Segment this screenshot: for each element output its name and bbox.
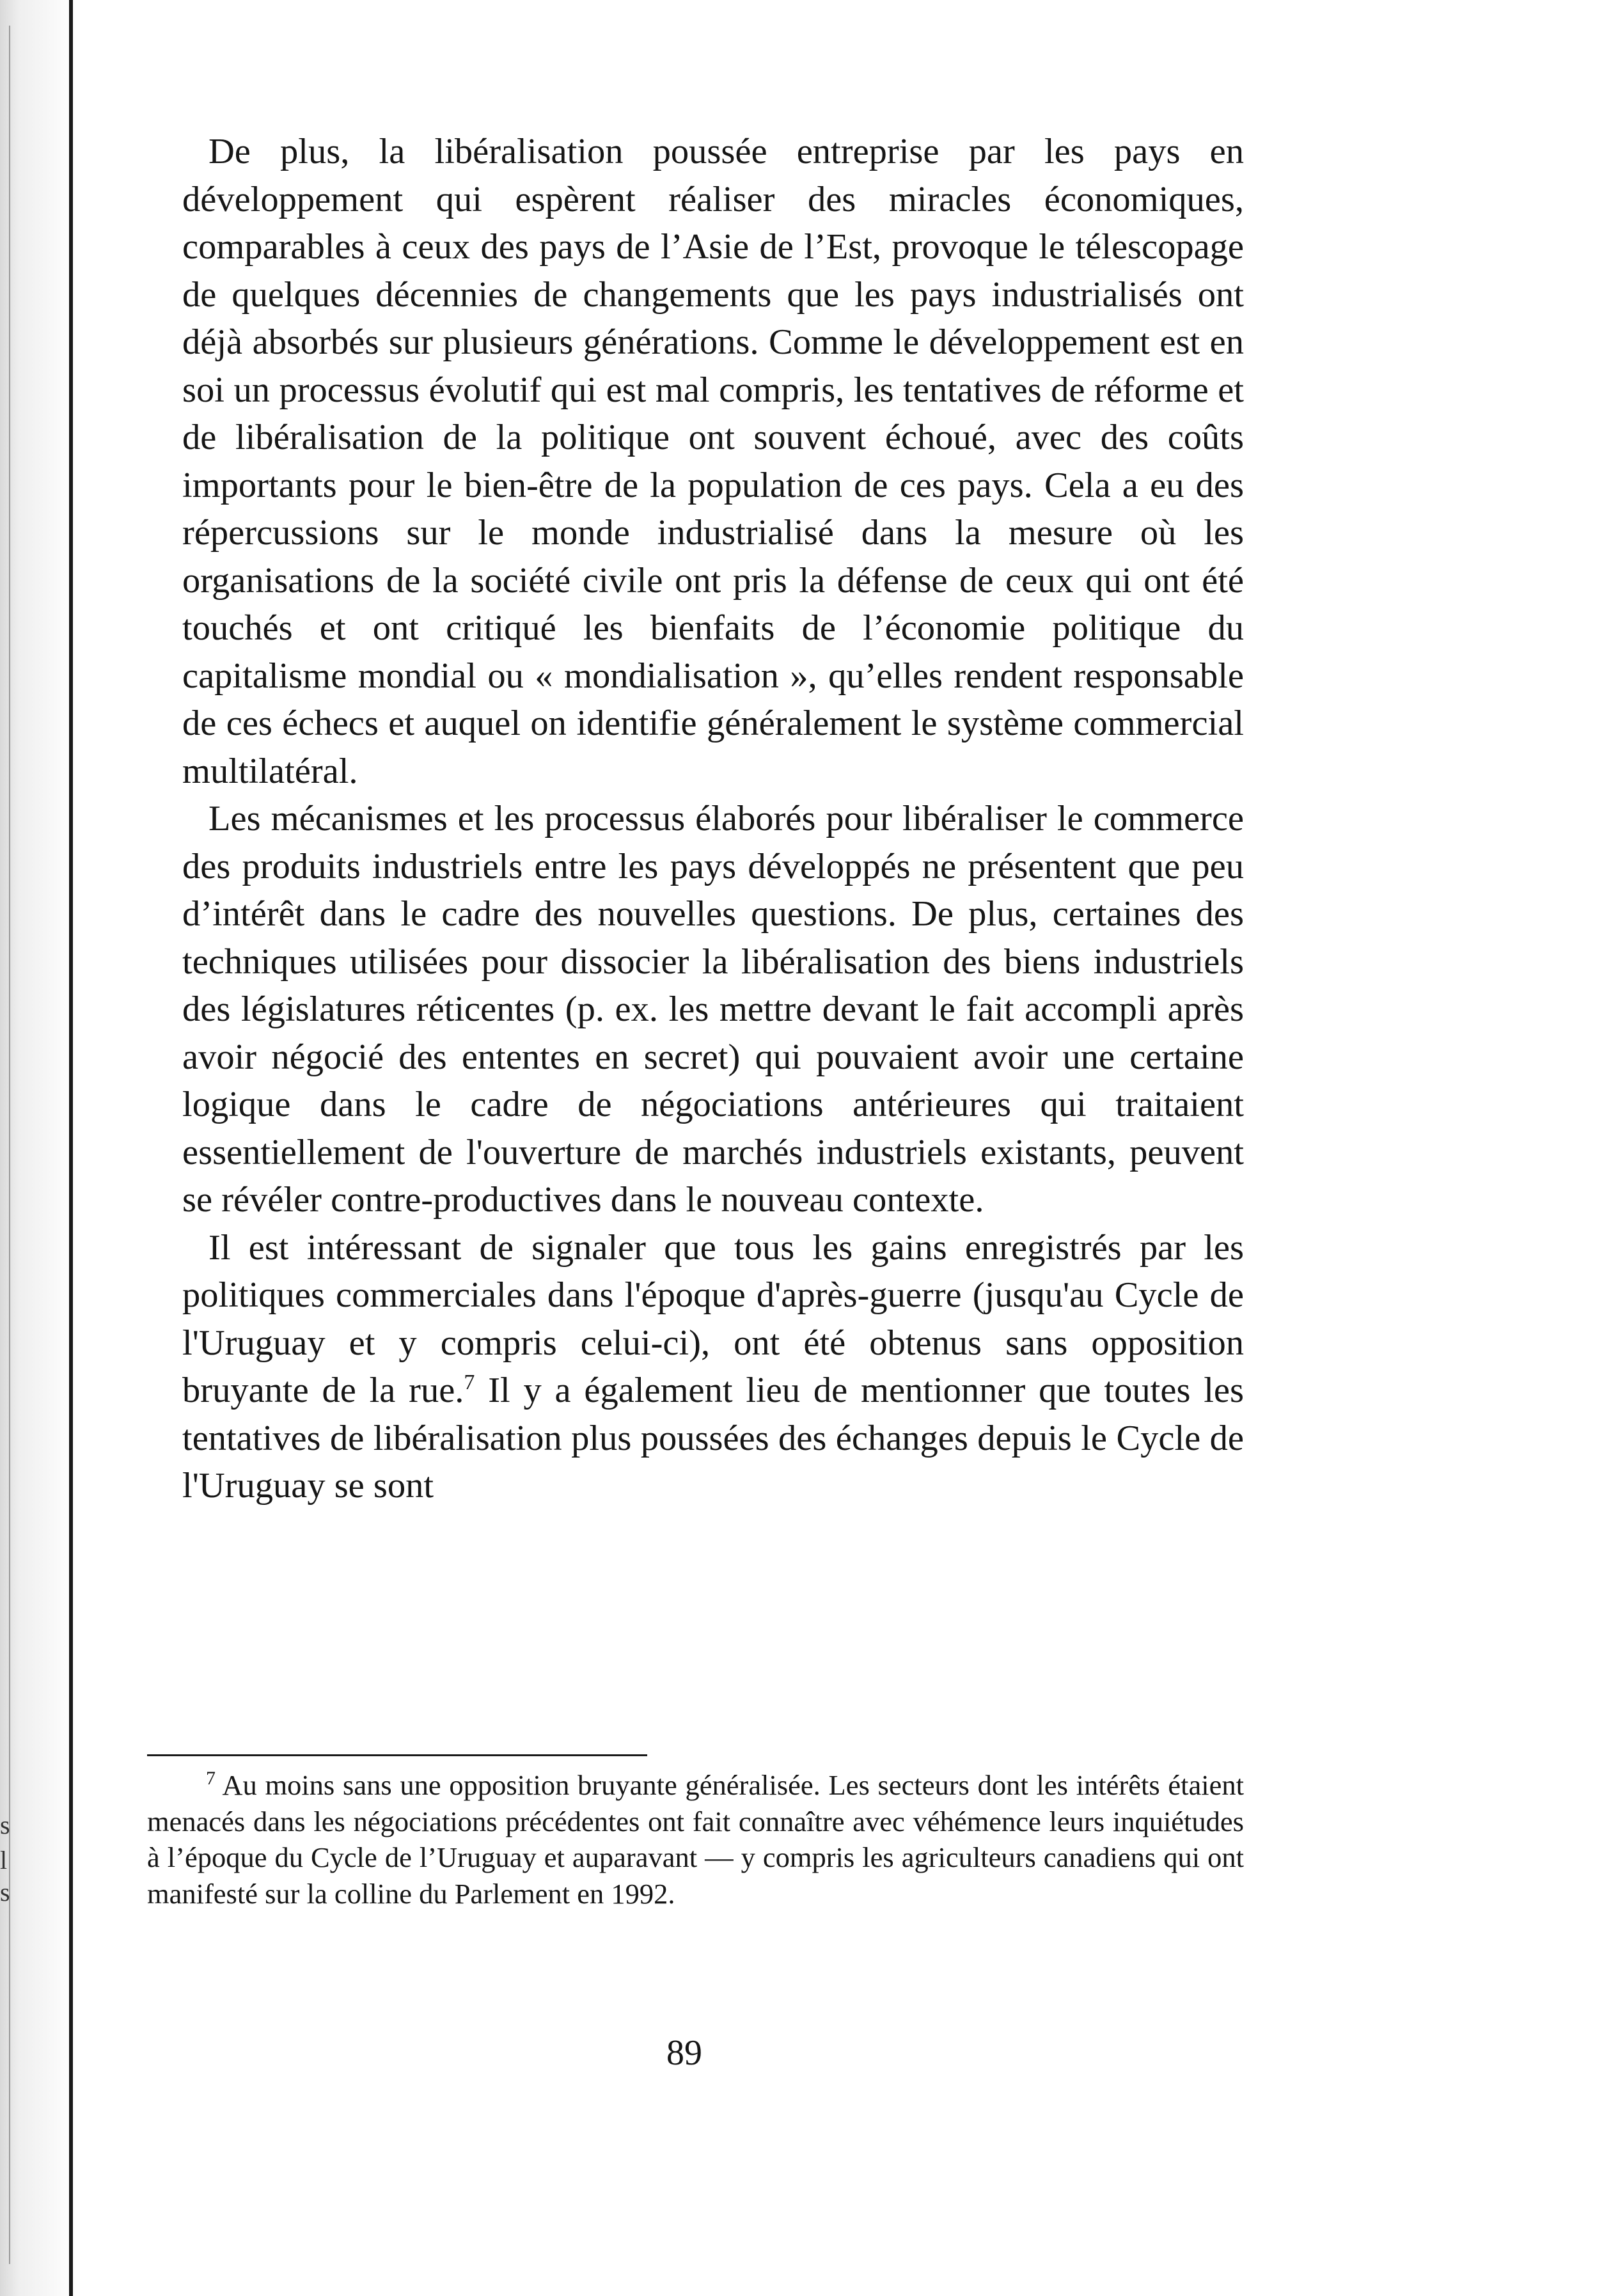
binding-gutter-line	[69, 0, 73, 2296]
paragraph-text: Il est intéressant de signaler que tous les gains enregistrés par les politiques commerciales dans l'époque d'après-guerre (jusqu'au Cycle de l'Uruguay et y compris celui-ci), ont été obtenus sans opposition bruyante de la rue.	[182, 1227, 1244, 1410]
footnote-text: Au moins sans une opposition bruyante généralisée. Les secteurs dont les intérêts étaient menacés dans les négociations précédentes ont fait connaître avec véhémence leurs inquiétudes à l’époque du Cycle de l’Uruguay et auparavant — y compris les agriculteurs canadiens qui ont manifesté sur la colline du Parlement en 1992.	[147, 1769, 1244, 1910]
binding-edge-line	[9, 26, 10, 2264]
page-number: 89	[666, 2033, 702, 2073]
paragraph	[182, 1224, 1244, 1510]
paragraph-text: Il y a également lieu de mentionner que toutes les tentatives de libéralisation plus poussées des échanges depuis le Cycle de l'Uruguay se sont	[182, 1371, 1244, 1506]
paragraph: De plus, la libéralisation poussée entreprise par les pays en développement qui espèrent réaliser des miracles économiques, comparables à ceux des pays de l’Asie de l’Est, provoque le télescopage de quelques décennies de changements que les pays industrialisés ont déjà absorbés sur plusieurs générations. Comme le développement est en soi un processus évolutif qui est mal compris, les tentatives de réforme et de libéralisation de la politique ont souvent échoué, avec des coûts importants pour le bien-être de la population de ces pays. Cela a eu des répercussions sur le monde industrialisé dans la mesure où les organisations de la société civile ont pris la défense de ceux qui ont été touchés et ont critiqué les bienfaits de l’économie politique du capitalisme mondial ou « mondialisation », qu’elles rendent responsable de ces échecs et auquel on identifie généralement le système commercial multilatéral.	[182, 132, 1244, 791]
footnote-number: 7	[206, 1768, 216, 1789]
book-binding-shadow	[0, 0, 77, 2296]
margin-mark: s	[0, 1878, 10, 1907]
margin-mark: s	[0, 1811, 10, 1839]
paragraph: Les mécanismes et les processus élaborés pour libéraliser le commerce des produits industriels entre les pays développés ne présentent que peu d’intérêt dans le cadre des nouvelles questions. De plus, certaines des techniques utilisées pour dissocier la libéralisation des biens industriels des législatures réticentes (p. ex. les mettre devant le fait accompli après avoir négocié des ententes en secret) qui pouvaient avoir une certaine logique dans le cadre de négociations antérieures qui traitaient essentiellement de l'ouverture de marchés industriels existants, peuvent se révéler contre-productives dans le nouveau contexte.	[182, 799, 1244, 1220]
margin-mark: l	[0, 1846, 8, 1875]
footnote	[147, 1767, 1244, 1912]
body-text	[182, 128, 1244, 1510]
footnote-separator	[147, 1754, 647, 1756]
footnote-reference: 7	[464, 1371, 475, 1395]
